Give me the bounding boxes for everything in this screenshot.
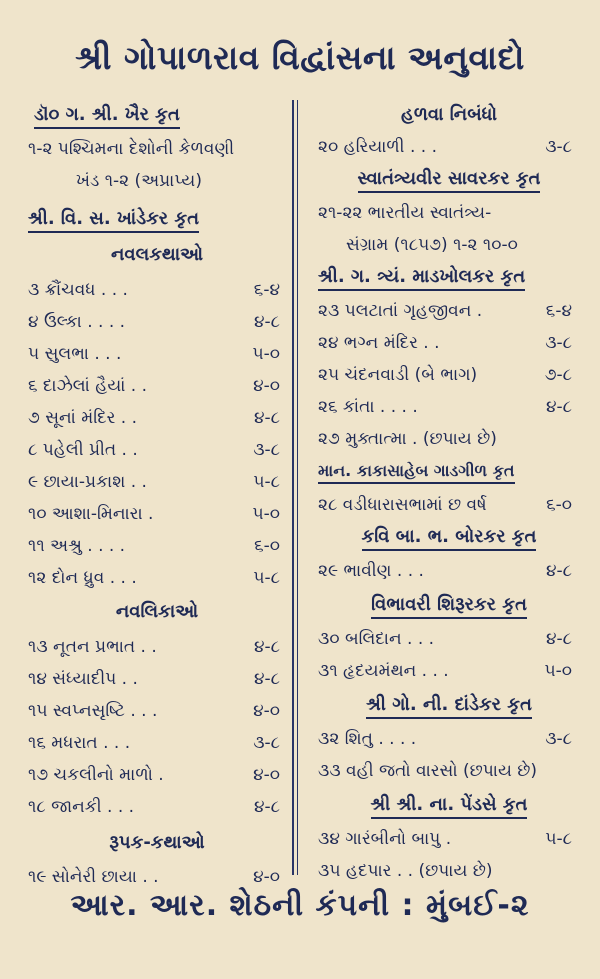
list-item [28, 563, 286, 593]
item-price: ૬-૪ [253, 280, 280, 300]
list-item [28, 275, 286, 305]
list-item [28, 371, 286, 401]
list-item-sub: ખંડ ૧-૨ (અપ્રાપ્ય) [76, 171, 202, 191]
list-item [318, 656, 580, 686]
section-heading-text: શ્રી. ગ. ત્ર્યં. માડખોલકર કૃત [318, 266, 525, 291]
list-item [318, 724, 580, 754]
item-price: ૫-૮ [253, 568, 280, 588]
item-title: ૨૯ ભાવીણ . . . [318, 561, 424, 581]
item-title: ૩૫ હદપાર . . (છપાય છે) [318, 861, 493, 881]
list-item [28, 499, 286, 529]
item-title: ૧૩ નૂતન પ્રભાત . . [28, 637, 157, 657]
list-item [318, 424, 580, 454]
item-price: ૪-૮ [545, 561, 572, 581]
section-heading-text: શ્રી ગો. ની. દાંડેકર કૃત [366, 694, 532, 719]
item-price: ૩-૮ [253, 733, 280, 753]
list-item: ૧-૨ પશ્ચિમના દેશોની કેળવણી [28, 139, 235, 159]
column-divider-second [297, 100, 298, 875]
category-heading: નવલકથાઓ [110, 244, 204, 265]
item-title: ૭ સૂનાં મંદિર . . [28, 408, 137, 428]
list-item [28, 696, 286, 726]
section-heading [34, 100, 292, 130]
list-item [318, 490, 580, 520]
item-price: ૪-૮ [545, 629, 572, 649]
item-price: ૩-૮ [253, 440, 280, 460]
item-title: ૧૯ સોનેરી છાયા . . [28, 867, 159, 887]
item-title: ૧૭ ચકલીનો માળો . [28, 765, 164, 785]
list-item [28, 307, 286, 337]
section-heading-text: સ્વાતંત્ર્યવીર સાવરકર કૃત [358, 168, 541, 193]
item-title: ૨૩ પલટાતાં ગૃહજીવન . [318, 301, 483, 321]
list-item [318, 296, 580, 326]
item-price: ૬-૪ [545, 301, 572, 321]
item-title: ૪ ઉલ્કા . . . . [28, 312, 126, 332]
item-price: ૪-૮ [253, 797, 280, 817]
category-heading: નવલિકાઓ [115, 601, 199, 622]
item-price: ૫-૦ [252, 344, 280, 364]
section-heading [318, 590, 580, 620]
item-title: ૬ દાઝેલાં હૈયાં . . [28, 376, 148, 396]
item-title: ૩૪ ગારંબીનો બાપુ . [318, 829, 452, 849]
item-title: ૨૬ કાંતા . . . . [318, 397, 418, 417]
list-item: ૨૧-૨૨ ભારતીય સ્વાતંત્ર્ય- [318, 203, 492, 223]
item-price: ૪-૦ [253, 701, 280, 721]
section-heading [318, 690, 580, 720]
item-title: ૧૦ આશા-મિનારા . [28, 504, 154, 524]
list-item [28, 403, 286, 433]
list-item [318, 392, 580, 422]
list-item [28, 728, 286, 758]
section-heading [318, 262, 580, 292]
item-title: ૩૦ બલિદાન . . . [318, 629, 435, 649]
section-heading-text: કવિ બા. ભ. બોરકર કૃત [362, 526, 537, 551]
section-heading-text: ડૉ૦ ગ. શ્રી. ખૈર કૃત [34, 104, 180, 129]
list-item [28, 531, 286, 561]
item-title: ૮ પહેલી પ્રીત . . [28, 440, 138, 460]
item-price: ૬-૦ [546, 495, 572, 515]
list-item [28, 664, 286, 694]
section-heading [318, 790, 580, 820]
section-heading [318, 164, 580, 194]
list-item [318, 756, 580, 786]
list-item [318, 360, 580, 390]
list-item [28, 632, 286, 662]
item-price: ૩-૮ [545, 729, 572, 749]
item-title: ૨૫ ચંદનવાડી (બે ભાગ) [318, 365, 478, 385]
item-price: ૫-૦ [544, 661, 572, 681]
item-price: ૪-૦ [253, 765, 280, 785]
list-item [28, 760, 286, 790]
item-title: ૧૪ સંધ્યાદીપ . . [28, 669, 138, 689]
list-item [28, 792, 286, 822]
item-price: ૫-૮ [253, 472, 280, 492]
item-price: ૫-૦ [252, 504, 280, 524]
item-title: ૩૩ વહી જતો વારસો (છપાય છે) [318, 761, 538, 781]
list-item [318, 556, 580, 586]
list-item [318, 328, 580, 358]
item-price: ૪-૦ [253, 376, 280, 396]
item-price: ૪-૮ [253, 637, 280, 657]
list-item-sub: સંગ્રામ (૧૮૫૭) ૧-૨ ૧૦-૦ [346, 235, 518, 255]
section-heading-text: શ્રી શ્રી. ના. પેંડસે કૃત [371, 794, 528, 819]
item-title: ૧૨ દોન ધ્રુવ . . . [28, 568, 137, 588]
column-divider [292, 100, 294, 875]
list-item [28, 339, 286, 369]
item-title: ૨૪ ભગ્ન મંદિર . . [318, 333, 440, 353]
item-title: ૫ સુલભા . . . [28, 344, 122, 364]
item-price: ૩-૮ [545, 333, 572, 353]
item-title: ૨૭ મુક્તાત્મા . (છપાય છે) [318, 429, 497, 449]
list-item [318, 132, 580, 162]
item-price: ૭-૮ [544, 365, 572, 385]
item-price: ૬-૦ [254, 536, 280, 556]
publisher-footer: આર. આર. શેઠની કંપની : મુંબઈ-૨ [70, 888, 530, 923]
page-title: શ્રી ગોપાળરાવ વિદ્વાંસના અનુવાદો [75, 38, 525, 77]
item-price: ૪-૮ [253, 408, 280, 428]
item-title: ૯ છાયા-પ્રકાશ . . [28, 472, 147, 492]
section-heading [318, 456, 580, 486]
item-price: ૪-૮ [253, 312, 280, 332]
item-price: ૪-૮ [253, 669, 280, 689]
item-title: ૧૮ જાનકી . . . [28, 797, 135, 817]
section-heading [28, 204, 286, 234]
item-price: ૩-૮ [545, 137, 572, 157]
list-item [28, 435, 286, 465]
item-price: ૪-૮ [545, 397, 572, 417]
section-heading [318, 522, 580, 552]
item-title: ૧૫ સ્વપ્નસૃષ્ટિ . . . [28, 701, 158, 721]
section-heading-text: શ્રી. વિ. સ. ખાંડેકર કૃત [28, 208, 199, 233]
item-price: ૪-૦ [253, 867, 280, 887]
section-heading-text: માન. કાકાસાહેબ ગાડગીળ કૃત [318, 461, 515, 484]
item-title: ૧૧ અશ્રુ . . . . [28, 536, 126, 556]
list-item [28, 467, 286, 497]
category-heading: હળવા નિબંધો [401, 104, 497, 125]
item-title: ૨૮ વડીધારાસભામાં છ વર્ષ [318, 495, 487, 515]
item-title: ૩ ક્રૌંચવધ . . . [28, 280, 128, 300]
category-heading: રૂપક-કથાઓ [109, 832, 205, 853]
item-title: ૧૬ મધરાત . . . [28, 733, 131, 753]
item-title: ૩૧ હૃદયમંથન . . . [318, 661, 449, 681]
section-heading-text: વિભાવરી શિરૂરકર કૃત [371, 594, 527, 619]
list-item [318, 624, 580, 654]
item-price: ૫-૮ [545, 829, 572, 849]
list-item [318, 856, 580, 886]
item-title: ૩૨ શિતુ . . . . [318, 729, 417, 749]
item-title: ૨૦ હરિયાળી . . . [318, 137, 437, 157]
list-item [318, 824, 580, 854]
